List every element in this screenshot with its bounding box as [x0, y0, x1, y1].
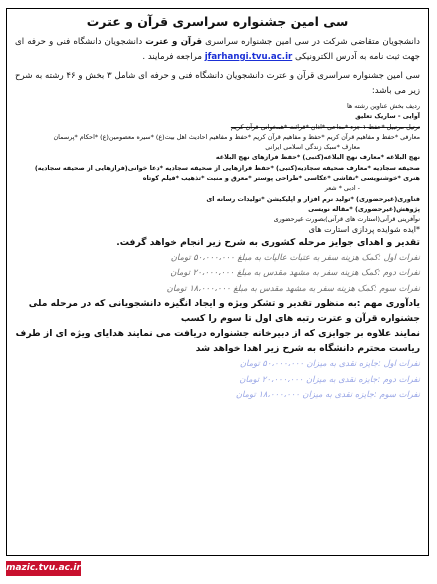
category-line: معارف *سبک زندگی اسلامی ایرانی — [265, 143, 360, 152]
description-paragraph: سی امین جشنواره سراسری قرآن و عترت دانشجویان دانشگاه فنی و حرفه ای شامل ۳ بخش و ۴۶ رشته به شرح زیر می باشد: — [15, 71, 420, 96]
announcement-title: سی امین جشنواره سراسری قرآن و عترت — [86, 14, 349, 29]
category-line: نهج البلاغه *معارف نهج البلاغه(کتبی) *حفظ فرازهای نهج البلاغه — [215, 153, 420, 162]
gift-first: نفرات اول :جایزه نقدی به میزان ۵۰،۰۰۰،۰۰۰ تومان — [239, 358, 420, 369]
awards-heading: تقدیر و اهدای جوایز مرحله کشوری به شرح زیر انجام خواهد گرفت. — [116, 236, 420, 248]
footer-site-badge[interactable]: mazic.tvu.ac.ir — [6, 561, 81, 576]
category-line: آوایی - ساریک تعلیق — [355, 112, 420, 121]
gift-third: نفرات سوم :جایزه نقدی به میزان ۱۸،۰۰۰،۰۰۰ تومان — [235, 389, 420, 400]
category-line: پژوهش(غیرحضوری) *مقاله نویسی — [308, 204, 420, 213]
category-line: ردیف بخش عناوین رشته ها — [346, 102, 420, 110]
reminder-text: یادآوری مهم :به منظور تقدیر و تشکر ویژه و ایجاد انگیزه دانشجویانی که در مرحله ملی جشنواره قرآن و عترت رتبه های اول تا سوم را کسب — [28, 298, 420, 325]
category-line: فناوری(غیرحضوری) *تولید نرم افزار و اپلیکیشن *تولیدات رسانه ای — [206, 194, 420, 203]
category-line: معارفی *حفظ و مفاهیم قرآن کریم *حفظ و مفاهیم قرآن کریم *حفظ و مفاهیم احادیث اهل بیت(ع) *سیره معصومین(ع) *احکام *پرسمان — [53, 132, 420, 141]
gift-second: نفرات دوم :جایزه نقدی به میزان ۲۰،۰۰۰،۰۰۰ تومان — [239, 373, 420, 384]
category-line: *ایده شوایده پردازی استارت های — [308, 224, 420, 234]
intro-highlight: قرآن و عترت — [145, 37, 202, 47]
category-line: هنری *خوشنویسی *نقاشی *عکاسی *طراحی پوستر *معرق و منبت *تذهیب *فیلم کوتاه — [142, 174, 420, 183]
intro-text-2: دانشجویان دانشگاه فنی و حرفه ای جهت ثبت نامه به آدرس الکترونیکی — [15, 37, 420, 62]
category-line: صحیفه سجادیه *معارف صحیفه سجادیه(کتبی) *حفظ فرازهایی از صحیفه سجادیه *دعا خوانی(فرازهایی از صحیفه سجادیه) — [34, 163, 420, 172]
categories-list — [15, 101, 420, 235]
category-line: نوآفرینی قرآنی(استارت های قرآنی)بصورت غیرحضوری — [273, 215, 420, 224]
announcement-frame — [6, 8, 429, 556]
award-first: نفرات اول :کمک هزینه سفر به عتبات عالیات به مبلغ ۵۰،۰۰۰،۰۰۰ تومان — [170, 251, 420, 262]
category-line: ترتیل مرتبیل *حفظ ۱ جزء *مداحی *اذان *قرائت *همخوانی قرآن کریم — [230, 122, 420, 131]
intro-text-1: دانشجویان متقاضی شرکت در سی امین جشنواره سراسری — [205, 37, 420, 47]
award-second: نفرات دوم :کمک هزینه سفر به مشهد مقدس به مبلغ ۲۰،۰۰۰،۰۰۰ تومان — [170, 267, 420, 278]
registration-link[interactable]: jfarhangi.tvu.ac.ir — [204, 52, 293, 62]
intro-text-3: مراجعه فرمایند . — [142, 52, 202, 62]
award-third: نفرات سوم :کمک هزینه سفر به مشهد مقدس به مبلغ ۱۸،۰۰۰،۰۰۰ تومان — [166, 282, 420, 293]
extra-gifts-text: نمایند علاوه بر جوایزی که از دبیرخانه جشنواره دریافت می نمایند هدایای ویژه ای از طرف ریاست محترم دانشگاه به شرح زیر اهدا خواهد شد — [15, 328, 420, 355]
category-line: - ادبی * شعر — [324, 184, 360, 193]
intro-paragraph — [15, 35, 420, 65]
